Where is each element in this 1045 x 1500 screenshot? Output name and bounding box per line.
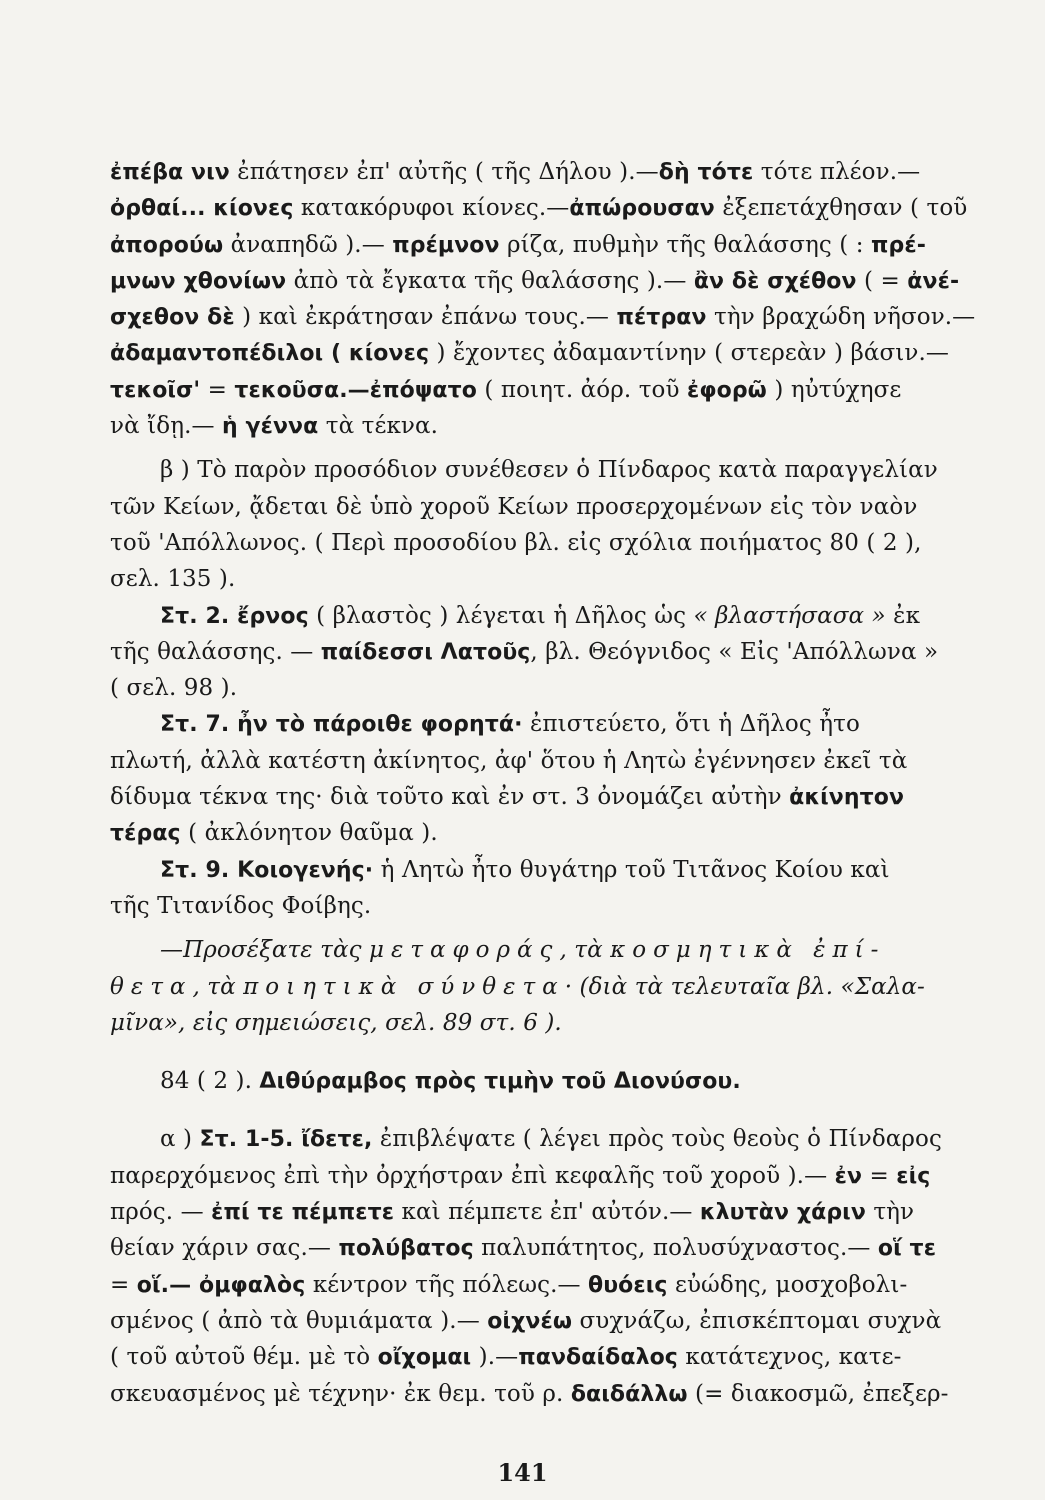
text-run: τῆς θαλάσσης. — bbox=[110, 638, 321, 665]
bold-term: οἴχομαι bbox=[377, 1345, 472, 1371]
text-line bbox=[110, 190, 968, 226]
text-run: = bbox=[110, 1271, 137, 1298]
text-run: θείαν χάριν σας.— bbox=[110, 1235, 339, 1262]
text-run: παρερχόμενος ἐπὶ τὴν ὀρχήστραν ἐπὶ κεφαλῆς τοῦ χοροῦ ).— bbox=[110, 1162, 835, 1189]
text-run: νὰ ἴδῃ.— bbox=[110, 413, 222, 440]
bold-term: Στ. 9. Κοιογενής· bbox=[160, 857, 374, 883]
text-line bbox=[110, 561, 938, 597]
text-run: ) καὶ ἐκράτησαν ἐπάνω τους.— bbox=[234, 304, 617, 331]
text-run: τῶν Κείων, ᾄδεται δὲ ὑπὸ χοροῦ Κείων προσερχομένων εἰς τὸν ναὸν bbox=[110, 493, 918, 520]
text-run: ἐκ bbox=[885, 602, 921, 629]
bold-term: Στ. 1-5. ἴδετε, bbox=[199, 1127, 373, 1153]
bold-term: ἀδαμαντοπέδιλοι ( κίονες bbox=[110, 341, 430, 367]
italic-text: · (διὰ τὰ τελευταῖα βλ. «Σαλα- bbox=[564, 973, 925, 1000]
text-line bbox=[110, 1158, 938, 1194]
bold-term: Στ. 7. ἦν τὸ πάροιθε φορητά· bbox=[160, 712, 523, 738]
text-line bbox=[110, 1339, 938, 1375]
bold-term: τεκοῖσ' bbox=[110, 377, 201, 403]
text-line bbox=[110, 1005, 938, 1041]
text-line bbox=[110, 372, 938, 408]
italic-text: θετα bbox=[110, 973, 193, 1000]
text-run: ( τοῦ αὐτοῦ θέμ. μὲ τὸ bbox=[110, 1344, 378, 1371]
text-run: α ) bbox=[160, 1126, 200, 1153]
bold-term: σχεθον δὲ bbox=[110, 305, 235, 331]
bold-term: ἡ γέννα bbox=[222, 414, 319, 440]
text-line bbox=[110, 525, 938, 561]
bold-term: μνων χθονίων bbox=[110, 268, 287, 294]
bold-term: παίδεσσι Λατοῦς bbox=[320, 639, 531, 665]
text-run: ἐπάτησεν ἐπ' αὐτῆς ( τῆς Δήλου ).— bbox=[229, 159, 659, 185]
text-line bbox=[110, 706, 938, 742]
italic-text: μῖνα», εἰς σημειώσεις, σελ. 89 στ. 6 ). bbox=[110, 1009, 562, 1036]
bold-term: θυόεις bbox=[588, 1272, 668, 1298]
bold-term: δαιδάλλω bbox=[570, 1381, 688, 1407]
text-line bbox=[110, 1121, 942, 1157]
text-line bbox=[110, 1267, 938, 1303]
text-run: ) ἔχοντες ἀδαμαντίνην ( στερεὰν ) βάσιν.— bbox=[429, 340, 950, 367]
text-line bbox=[110, 743, 938, 779]
text-line bbox=[110, 299, 976, 335]
text-line bbox=[110, 1303, 942, 1339]
bold-term: ἀπορούω bbox=[110, 232, 224, 258]
text-line bbox=[110, 1376, 949, 1412]
text-run: συχνάζω, ἐπισκέπτομαι συχνὰ bbox=[572, 1307, 942, 1334]
bold-term: πέτραν bbox=[616, 305, 707, 331]
bold-term: πολύβατος bbox=[338, 1236, 474, 1262]
italic-text: μεταφοράς bbox=[369, 937, 560, 964]
bold-term: Διθύραμβος πρὸς τιμὴν τοῦ Διονύσου. bbox=[259, 1069, 741, 1095]
text-run: τότε πλέον.— bbox=[753, 159, 921, 185]
text-line bbox=[110, 154, 938, 190]
text-run: 84 ( 2 ). bbox=[160, 1068, 260, 1095]
text-line bbox=[110, 1194, 938, 1230]
italic-text: κοσμητικὰ ἐπί- bbox=[610, 937, 886, 964]
text-run: ἐπιστεύετο, ὅτι ἡ Δῆλος ἦτο bbox=[522, 711, 860, 738]
text-run: σμένος ( ἀπὸ τὰ θυμιάματα ).— bbox=[110, 1307, 488, 1334]
text-run: τοῦ 'Απόλλωνος. ( Περὶ προσοδίου βλ. εἰς σχόλια ποιήματος 80 ( 2 ), bbox=[110, 529, 922, 556]
italic-text: —Προσέξατε τὰς bbox=[160, 937, 369, 964]
page-number: 141 bbox=[497, 1458, 548, 1487]
text-run: κέντρον τῆς πόλεως.— bbox=[305, 1271, 588, 1298]
text-run: = bbox=[862, 1162, 897, 1189]
bold-term: ἐπί τε πέμπετε bbox=[211, 1200, 395, 1226]
bold-term: εἰς bbox=[896, 1163, 931, 1189]
bold-term: δὴ τότε bbox=[658, 160, 754, 185]
text-line bbox=[110, 634, 938, 670]
bold-term: πανδαίδαλος bbox=[518, 1345, 678, 1371]
text-line bbox=[110, 888, 938, 924]
bold-term: τεκοῦσα.—ἐπόψατο bbox=[234, 377, 477, 403]
text-line bbox=[110, 335, 950, 371]
bold-term: οἰχνέω bbox=[487, 1308, 573, 1334]
text-line bbox=[110, 598, 938, 634]
text-run: τὴν βραχώδη νῆσον.— bbox=[706, 304, 976, 331]
italic-text: ποιητικὰ σύνθετα bbox=[243, 973, 565, 1000]
text-run: ἐξεπετάχθησαν ( τοῦ bbox=[714, 195, 968, 222]
text-run: κατάτεχνος, κατε- bbox=[677, 1344, 902, 1371]
text-run: ) ηὐτύχησε bbox=[766, 376, 902, 403]
text-line bbox=[110, 815, 938, 851]
text-run: ἀπὸ τὰ ἔγκατα τῆς θαλάσσης ).— bbox=[286, 267, 694, 294]
text-run: ( σελ. 98 ). bbox=[110, 675, 238, 702]
text-run: ( ποιητ. ἀόρ. τοῦ bbox=[476, 376, 687, 403]
text-line bbox=[110, 670, 938, 706]
text-line bbox=[110, 263, 960, 299]
bold-term: κλυτὰν χάριν bbox=[699, 1200, 866, 1226]
text-line bbox=[110, 408, 938, 444]
text-line bbox=[110, 1230, 938, 1266]
text-run: ἀναπηδῶ ).— bbox=[223, 231, 393, 258]
bold-term: πρέμνον bbox=[392, 232, 500, 258]
italic-text: « βλαστήσασα » bbox=[693, 602, 886, 629]
text-line bbox=[110, 932, 938, 968]
text-line bbox=[110, 452, 938, 488]
italic-text: , τὰ bbox=[192, 973, 244, 1000]
bold-term: ἀπώρουσαν bbox=[569, 196, 715, 222]
text-run: ἐπιβλέψατε ( λέγει πρὸς τοὺς θεοὺς ὁ Πίνδαρος bbox=[372, 1126, 942, 1153]
text-run: πλωτή, ἀλλὰ κατέστη ἀκίνητος, ἀφ' ὅτου ἡ Λητὼ ἐγέννησεν ἐκεῖ τὰ bbox=[110, 747, 908, 774]
text-run: = bbox=[200, 376, 235, 403]
bold-term: πρέ- bbox=[871, 232, 926, 258]
bold-term: ἀνέ- bbox=[907, 268, 960, 294]
italic-text: , τὰ bbox=[559, 937, 611, 964]
text-run: ( = bbox=[856, 267, 908, 294]
bold-term: ἀκίνητον bbox=[789, 785, 905, 811]
text-run: ( βλαστὸς ) λέγεται ἡ Δῆλος ὡς bbox=[308, 602, 694, 629]
bold-term: Στ. 2. ἔρνος bbox=[160, 603, 309, 629]
text-run: κατακόρυφοι κίονες.— bbox=[293, 195, 570, 222]
text-run: εὐώδης, μοσχοβολι- bbox=[667, 1271, 908, 1298]
text-run: β ) Τὸ παρὸν προσόδιον συνέθεσεν ὁ Πίνδαρος κατὰ παραγγελίαν bbox=[160, 457, 938, 484]
bold-term: οἵ τε bbox=[877, 1236, 937, 1262]
text-run: τῆς Τιτανίδος Φοίβης. bbox=[110, 892, 372, 919]
text-line bbox=[110, 852, 938, 888]
bold-term: οἵ.— ὀμφαλὸς bbox=[136, 1272, 306, 1298]
text-line bbox=[110, 1063, 938, 1099]
text-line bbox=[110, 969, 938, 1005]
text-run: ἡ Λητὼ ἦτο θυγάτηρ τοῦ Τιτᾶνος Κοίου καὶ bbox=[373, 856, 890, 883]
text-run: τὴν bbox=[865, 1199, 915, 1226]
bold-term: ἐπέβα νιν bbox=[110, 160, 230, 185]
text-run: (= διακοσμῶ, ἐπεξερ- bbox=[687, 1380, 949, 1407]
text-run: ρίζα, πυθμὴν τῆς θαλάσσης ( : bbox=[499, 231, 872, 258]
text-run: δίδυμα τέκνα της· διὰ τοῦτο καὶ ἐν στ. 3 ὀνομάζει αὐτὴν bbox=[110, 784, 790, 811]
text-line bbox=[110, 227, 938, 263]
bold-term: τέρας bbox=[110, 821, 181, 847]
text-run: σκευασμένος μὲ τέχνην· ἐκ θεμ. τοῦ ρ. bbox=[110, 1380, 571, 1407]
bold-term: ὀρθαί... κίονες bbox=[110, 196, 294, 222]
bold-term: ἂν δὲ σχέθον bbox=[693, 268, 857, 294]
text-run: ( ἀκλόνητον θαῦμα ). bbox=[180, 820, 438, 847]
text-run: σελ. 135 ). bbox=[110, 566, 236, 593]
text-run: τὰ τέκνα. bbox=[318, 413, 439, 440]
text-run: πρός. — bbox=[110, 1199, 212, 1226]
bold-term: ἐν bbox=[834, 1163, 863, 1189]
text-run: παλυπάτητος, πολυσύχναστος.— bbox=[473, 1235, 878, 1262]
text-line bbox=[110, 489, 938, 525]
bold-term: ἐφορῶ bbox=[686, 377, 767, 403]
text-run: ).— bbox=[471, 1344, 519, 1371]
text-line bbox=[110, 779, 938, 815]
text-run: , βλ. Θεόγνιδος « Εἰς 'Απόλλωνα » bbox=[530, 638, 939, 665]
page-text bbox=[110, 154, 976, 1412]
text-run: καὶ πέμπετε ἐπ' αὐτόν.— bbox=[394, 1199, 700, 1226]
